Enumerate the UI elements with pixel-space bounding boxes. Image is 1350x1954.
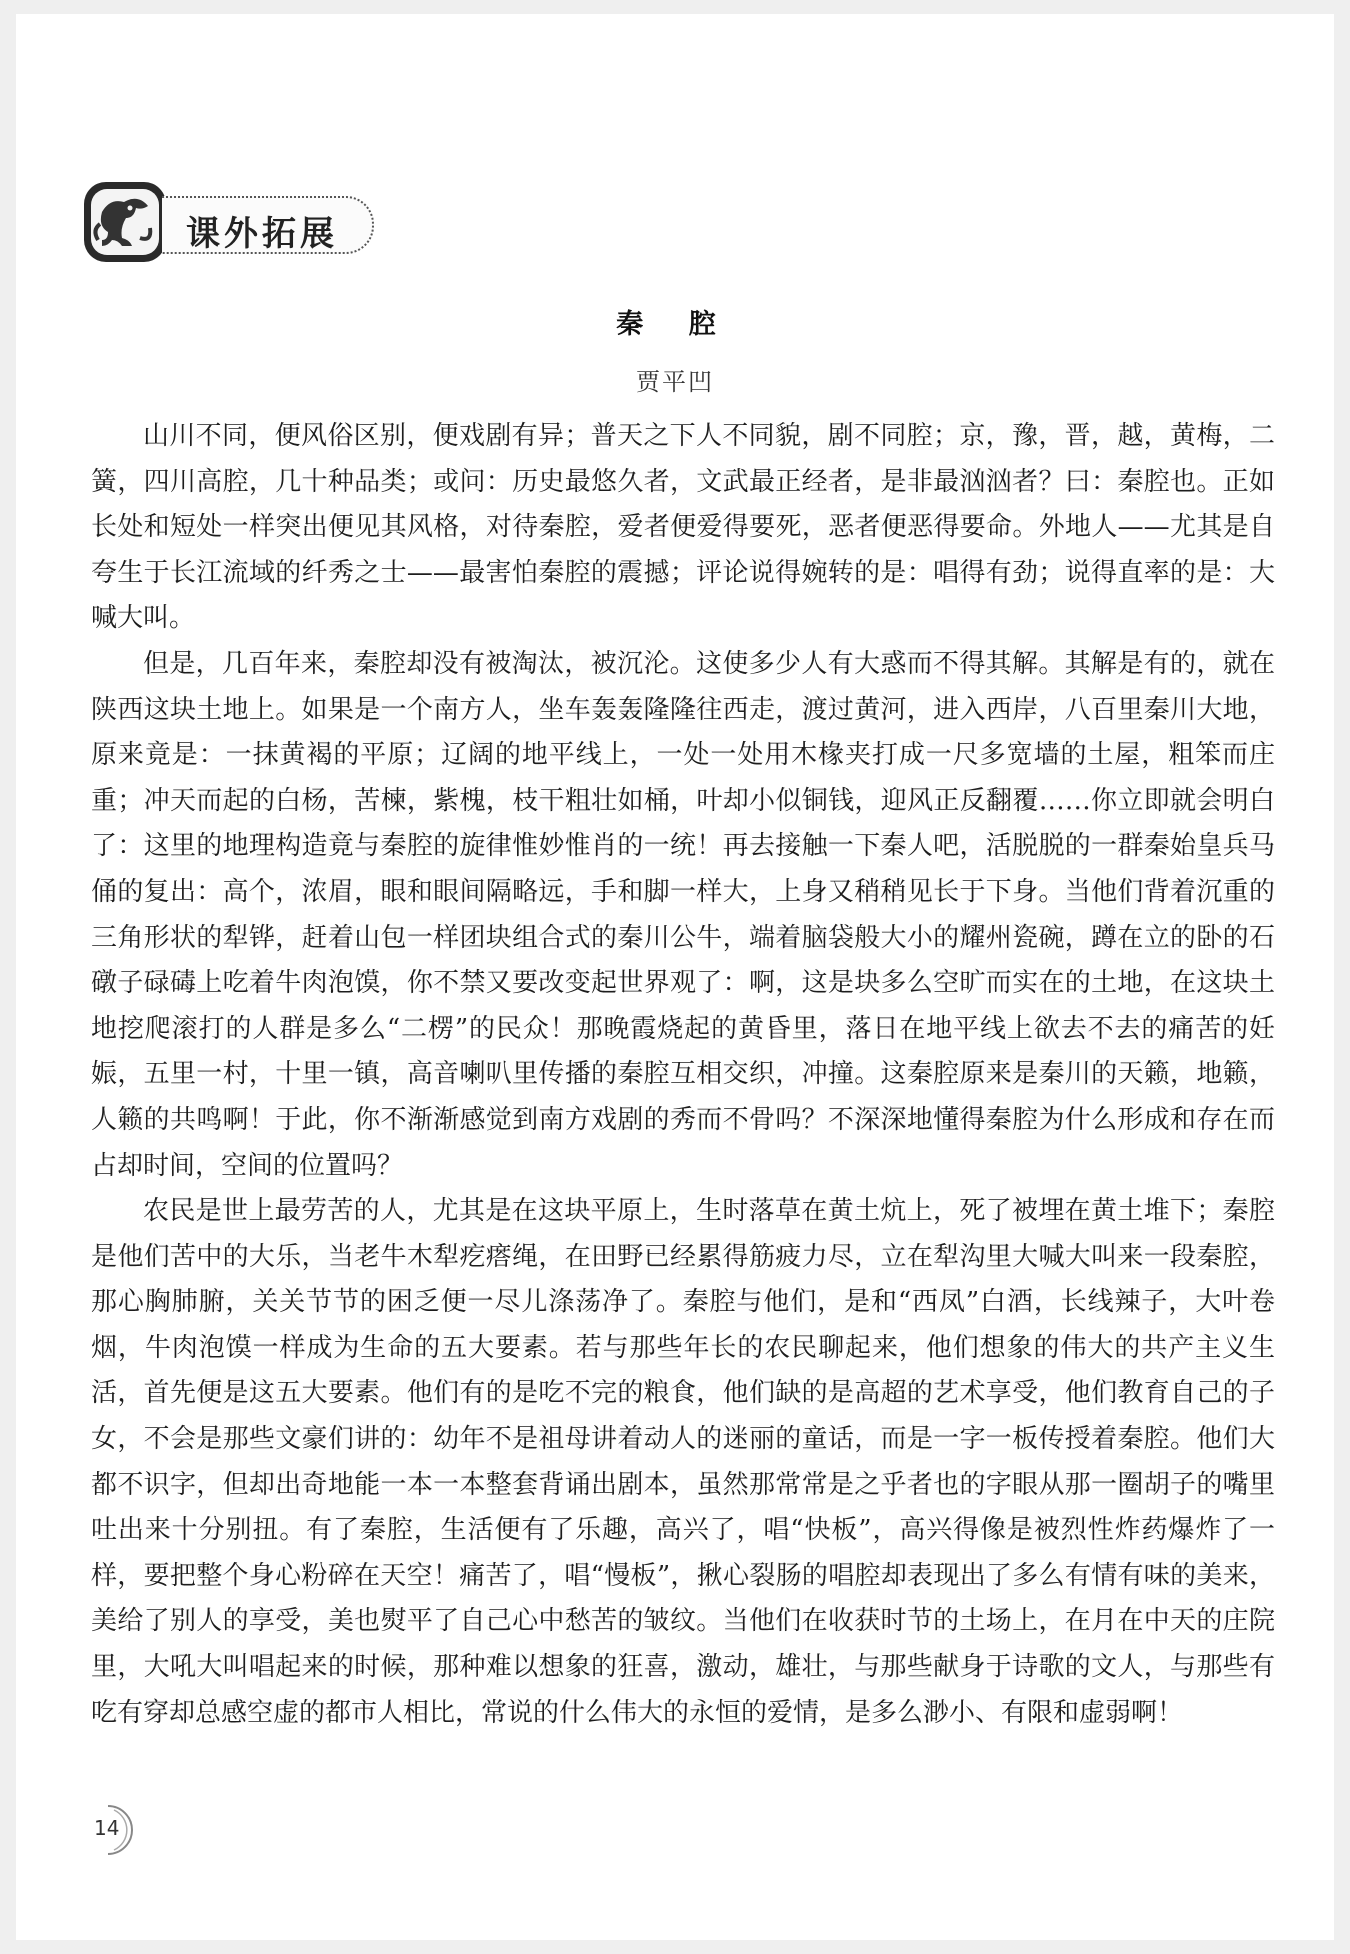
article-title: 秦 腔	[616, 309, 734, 340]
paragraph: 但是，几百年来，秦腔却没有被淘汰，被沉沦。这使多少人有大惑而不得其解。其解是有的，就在陕西这块土地上。如果是一个南方人，坐车轰轰隆隆往西走，渡过黄河，进入西岸，八百里秦川大地，原来竟是：一抹黄褐的平原；辽阔的地平线上，一处一处用木椽夹打成一尺多宽墙的土屋，粗笨而庄重；冲天而起的白杨，苦楝，紫槐，枝干粗壮如桶，叶却小似铜钱，迎风正反翻覆……你立即就会明白了：这里的地理构造竟与秦腔的旋律惟妙惟肖的一统！再去接触一下秦人吧，活脱脱的一群秦始皇兵马俑的复出：高个，浓眉，眼和眼间隔略远，手和脚一样大，上身又稍稍见长于下身。当他们背着沉重的三角形状的犁铧，赶着山包一样团块组合式的秦川公牛，端着脑袋般大小的耀州瓷碗，蹲在立的卧的石礅子碌碡上吃着牛肉泡馍，你不禁又要改变起世界观了：啊，这是块多么空旷而实在的土地，在这块土地挖爬滚打的人群是多么“二楞”的民众！那晚霞烧起的黄昏里，落日在地平线上欲去不去的痛苦的妊娠，五里一村，十里一镇，高音喇叭里传播的秦腔互相交织，冲撞。这秦腔原来是秦川的天籁，地籁，人籁的共鸣啊！于此，你不渐渐感觉到南方戏剧的秀而不骨吗？不深深地懂得秦腔为什么形成和存在而占却时间，空间的位置吗？	[91, 648, 1275, 1181]
article-body	[91, 414, 1275, 1736]
page-number: 14	[94, 1816, 120, 1840]
article-author: 贾平凹	[636, 368, 714, 396]
paragraph: 山川不同，便风俗区别，便戏剧有异；普天之下人不同貌，剧不同腔；京，豫，晋，越，黄梅，二簧，四川高腔，几十种品类；或问：历史最悠久者，文武最正经者，是非最汹汹者？曰：秦腔也。正如长处和短处一样突出便见其风格，对待秦腔，爱者便爱得要死，恶者便恶得要命。外地人——尤其是自夸生于长江流域的纤秀之士——最害怕秦腔的震撼；评论说得婉转的是：唱得有劲；说得直率的是：大喊大叫。	[91, 421, 1275, 634]
section-label: 课外拓展	[186, 214, 338, 254]
paragraph: 农民是世上最劳苦的人，尤其是在这块平原上，生时落草在黄土炕上，死了被埋在黄土堆下；秦腔是他们苦中的大乐，当老牛木犁疙瘩绳，在田野已经累得筋疲力尽，立在犁沟里大喊大叫来一段秦腔，那心胸肺腑，关关节节的困乏便一尽儿涤荡净了。秦腔与他们，是和“西凤”白酒，长线辣子，大叶卷烟，牛肉泡馍一样成为生命的五大要素。若与那些年长的农民聊起来，他们想象的伟大的共产主义生活，首先便是这五大要素。他们有的是吃不完的粮食，他们缺的是高超的艺术享受，他们教育自己的子女，不会是那些文豪们讲的：幼年不是祖母讲着动人的迷丽的童话，而是一字一板传授着秦腔。他们大都不识字，但却出奇地能一本一本整套背诵出剧本，虽然那常常是之乎者也的字眼从那一圈胡子的嘴里吐出来十分别扭。有了秦腔，生活便有了乐趣，高兴了，唱“快板”，高兴得像是被烈性炸药爆炸了一样，要把整个身心粉碎在天空！痛苦了，唱“慢板”，揪心裂肠的唱腔却表现出了多么有情有味的美来，美给了别人的享受，美也熨平了自己心中愁苦的皱纹。当他们在收获时节的土场上，在月在中天的庄院里，大吼大叫唱起来的时候，那种难以想象的狂喜，激动，雄壮，与那些献身于诗歌的文人，与那些有吃有穿却总感空虚的都市人相比，常说的什么伟大的永恒的爱情，是多么渺小、有限和虚弱啊！	[91, 1196, 1275, 1728]
